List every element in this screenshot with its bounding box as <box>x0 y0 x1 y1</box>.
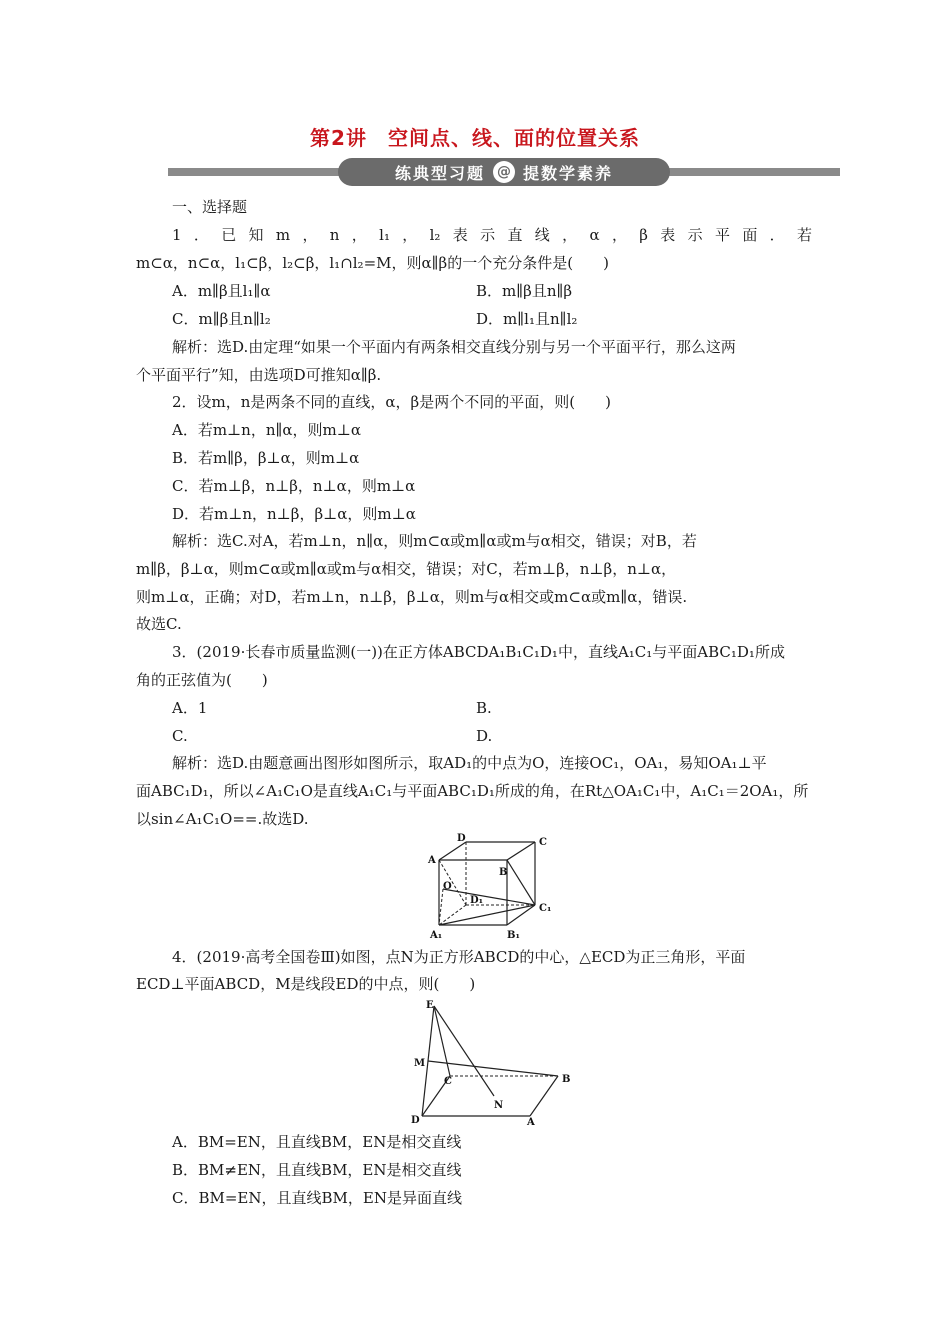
pyramid-label-c: C <box>444 1076 452 1087</box>
section-heading: 一、选择题 <box>172 198 248 216</box>
q1-solution-line1: 解析：选D.由定理“如果一个平面内有两条相交直线分别与另一个平面平行，那么这两 <box>172 338 736 356</box>
cube-label-c1: C₁ <box>539 903 552 914</box>
q4-option-a: A．BM=EN，且直线BM，EN是相交直线 <box>172 1133 462 1151</box>
cube-figure <box>425 833 565 941</box>
q2-solution-line2: m∥β，β⊥α，则m⊂α或m∥α或m与α相交，错误；对C，若m⊥β，n⊥β，n⊥α， <box>136 560 677 578</box>
q1-stem-line1: 1．已知m，n，l₁，l₂表示直线，α，β表示平面．若 <box>172 226 812 244</box>
cube-label-d1: D₁ <box>470 895 484 906</box>
q2-stem: 2．设m，n是两条不同的直线，α，β是两个不同的平面，则( ) <box>172 393 611 411</box>
cube-label-b: B <box>499 867 508 878</box>
pyramid-label-b: B <box>562 1074 571 1085</box>
q4-stem-line2: ECD⊥平面ABCD，M是线段ED的中点，则( ) <box>136 975 476 993</box>
pyramid-label-n: N <box>494 1100 504 1111</box>
q2-option-d: D．若m⊥n，n⊥β，β⊥α，则m⊥α <box>172 505 416 523</box>
q2-option-c: C．若m⊥β，n⊥β，n⊥α，则m⊥α <box>172 477 416 495</box>
q4-option-b: B．BM≠EN，且直线BM，EN是相交直线 <box>172 1161 462 1179</box>
q3-option-c: C. <box>172 727 188 745</box>
q2-option-b: B．若m∥β，β⊥α，则m⊥α <box>172 449 360 467</box>
q2-option-a: A．若m⊥n，n∥α，则m⊥α <box>172 421 362 439</box>
pyramid-figure <box>408 996 578 1126</box>
q2-solution-line1: 解析：选C.对A，若m⊥n，n∥α，则m⊂α或m∥α或m与α相交，错误；对B，若 <box>172 532 697 550</box>
cube-label-a1: A₁ <box>430 930 443 941</box>
q2-solution-line3: 则m⊥α，正确；对D，若m⊥n，n⊥β，β⊥α，则m与α相交或m⊂α或m∥α，错误. <box>136 588 688 606</box>
q3-stem-line1: 3．(2019·长春市质量监测(一))在正方体ABCDA₁B₁C₁D₁中，直线A₁C₁与平面ABC₁D₁所成 <box>172 643 785 661</box>
q3-solution-line1: 解析：选D.由题意画出图形如图所示，取AD₁的中点为O，连接OC₁，OA₁，易知OA₁⊥平 <box>172 754 767 772</box>
q1-option-c: C．m∥β且n∥l₂ <box>172 310 271 328</box>
pyramid-label-e: E <box>426 1000 434 1011</box>
q3-stem-line2: 角的正弦值为( ) <box>136 671 268 689</box>
q2-solution-line4: 故选C. <box>136 615 182 633</box>
cube-label-o: O <box>443 881 452 892</box>
q1-stem-line2: m⊂α，n⊂α，l₁⊂β，l₂⊂β，l₁∩l₂=M，则α∥β的一个充分条件是( ) <box>136 254 609 272</box>
q3-option-b: B. <box>476 699 492 717</box>
pyramid-label-d: D <box>411 1115 420 1126</box>
banner-left-text: 练典型习题 <box>394 163 485 183</box>
banner-pill <box>338 158 670 186</box>
q3-solution-line3: 以sin∠A₁C₁O==.故选D. <box>136 810 309 828</box>
q3-option-a: A．1 <box>172 699 208 717</box>
cube-label-a: A <box>428 855 436 866</box>
q1-solution-line2: 个平面平行”知，由选项D可推知α∥β. <box>136 366 382 384</box>
pyramid-label-m: M <box>414 1058 426 1069</box>
q3-solution-line2: 面ABC₁D₁，所以∠A₁C₁O是直线A₁C₁与平面ABC₁D₁所成的角，在Rt△OA₁C₁中，A₁C₁＝2OA₁，所 <box>136 782 809 800</box>
q1-option-a: A．m∥β且l₁∥α <box>172 282 271 300</box>
cube-label-d: D <box>457 833 466 844</box>
banner-mid-icon: @ <box>493 161 515 183</box>
page-title: 第2讲 空间点、线、面的位置关系 <box>310 126 640 150</box>
section-banner <box>168 158 840 186</box>
banner-right-text: 提数学素养 <box>523 163 614 183</box>
q1-option-d: D．m∥l₁且n∥l₂ <box>476 310 578 328</box>
pyramid-label-a: A <box>527 1117 535 1126</box>
q1-option-b: B．m∥β且n∥β <box>476 282 573 300</box>
q3-option-d: D. <box>476 727 493 745</box>
q4-stem-line1: 4．(2019·高考全国卷Ⅲ)如图，点N为正方形ABCD的中心，△ECD为正三角形，平面 <box>172 948 746 966</box>
cube-label-b1: B₁ <box>507 930 520 941</box>
cube-label-c: C <box>539 837 547 848</box>
q4-option-c: C．BM=EN，且直线BM，EN是异面直线 <box>172 1189 462 1207</box>
